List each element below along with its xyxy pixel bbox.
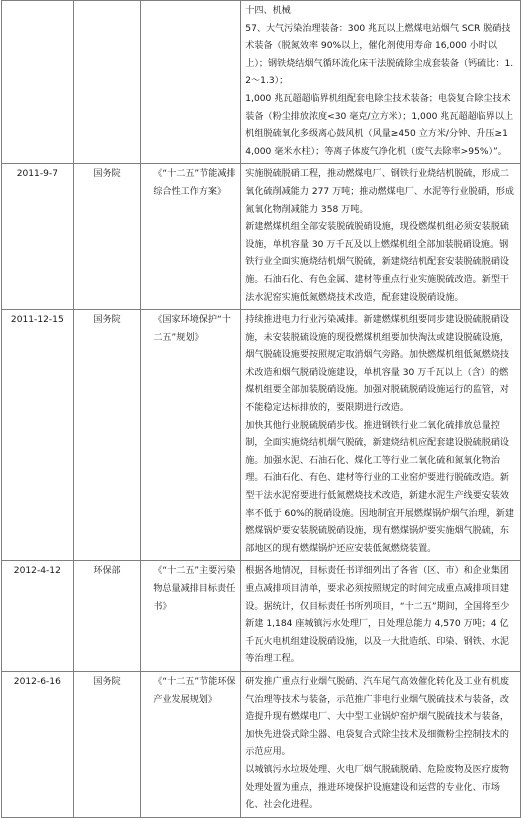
content-cell [241, 310, 521, 561]
department-cell: 国务院 [73, 164, 141, 310]
content-paragraph: 以城镇污水垃圾处理、火电厂烟气脱硫脱硝、危险废物及医疗废物处理处置为重点，推进环境保护设施建设和运营的专业化、市场化、社会化进程。 [245, 764, 510, 811]
date-cell [2, 1, 74, 164]
department-cell: 国务院 [73, 671, 141, 817]
content-cell [241, 561, 521, 672]
content-paragraph: 研发推广重点行业烟气脱硝、汽车尾气高效催化转化及工业有机废气治理等技术与装备，示范推广非电行业烟气脱硫技术与装备，改造提升现有燃煤电厂、大中型工业锅炉窑炉烟气脱硫技术与装备，加快先进袋式除尘器、电袋复合式除尘技术及细微粉尘控制技术的示范应用。 [245, 676, 510, 758]
policy-table [1, 0, 521, 818]
content-paragraph: 持续推进电力行业污染减排。新建燃煤机组要同步建设脱硫脱硝设施，未安装脱硫设施的现役燃煤机组要加快淘汰或建设脱硫设施，烟气脱硫设施要按照规定取消烟气旁路。加快燃煤机组低氮燃烧技术改造和烟气脱硝设施建设，单机容量 30 万千瓦以上（含）的燃煤机组要全部加装脱硝设施。加强对脱硫脱硝设施运行的监管，对不能稳定达标排放的，要限期进行改造。 [245, 315, 510, 414]
content-paragraph: 新建燃煤机组全部安装脱硫脱硝设施，现役燃煤机组必须安装脱硫设施，单机容量 30 万千瓦及以上燃煤机组全部加装脱硝设施。钢铁行业全面实施烧结机烟气脱硫，新建烧结机配套安装脱硫脱硝设施。石油石化、有色金属、建材等重点行业实施脱硫改造。新型干法水泥窑实施低氮燃烧技术改造，配套建设脱硝设施。 [245, 222, 510, 303]
department-cell: 环保部 [73, 561, 141, 672]
policy-name-cell: 《“十二五”主要污染物总量减排目标责任书》 [141, 561, 241, 672]
table-row [2, 1, 521, 164]
table-row [2, 310, 521, 561]
department-cell: 国务院 [73, 310, 141, 561]
date-cell: 2012-6-16 [2, 671, 74, 817]
content-paragraph: 十四、机械 [245, 6, 291, 16]
content-paragraph: 57、大气污染治理装备：300 兆瓦以上燃煤电站烟气 SCR 脱硝技术装备（脱氮效率 90%以上，催化剂使用寿命 16,000 小时以上）；钢铁烧结烟气循环流化床干法脱硫除尘成套装备（钙硫比：1.2～1.3）； [245, 23, 514, 87]
content-paragraph: 实施脱硫脱硝工程，推动燃煤电厂、钢铁行业烧结机脱硫，形成二氧化硫削减能力 277 万吨；推动燃煤电厂、水泥等行业脱硝，形成氮氧化物削减能力 358 万吨。 [245, 169, 514, 215]
policy-name-cell: 《“十二五”节能环保产业发展规划》 [141, 671, 241, 817]
date-cell: 2011-9-7 [2, 164, 74, 310]
policy-table-body [2, 1, 521, 818]
table-row [2, 671, 521, 817]
content-cell [241, 164, 521, 310]
content-paragraph: 加快其他行业脱硫脱硝步伐。推进钢铁行业二氧化硫排放总量控制，全面实施烧结机烟气脱硫，新建烧结机应配套建设脱硫脱硝设施。加强水泥、石油石化、煤化工等行业二氧化硫和氮氧化物治理。石油石化、有色、建材等行业的工业窑炉要进行脱硫改造。新型干法水泥窑要进行低氮燃烧技术改造，新建水泥生产线要安装效率不低于 60%的脱硝设施。因地制宜开展燃煤锅炉烟气治理，新建燃煤锅炉要安装脱硫脱硝设施，现有燃煤锅炉要实施烟气脱硫，东部地区的现有燃煤锅炉还应安装低氮燃烧装置。 [245, 420, 514, 554]
content-cell [241, 1, 521, 164]
content-paragraph: 根据各地情况，目标责任书详细列出了各省（区、市）和企业集团重点减排项目清单，要求必须按照规定的时间完成重点减排项目建设。据统计，仅目标责任书所列项目，“十二五”期间，全国将至少新建 1,184 座城镇污水处理厂，日处理总能力 4,570 万吨；4 亿千瓦火电机组建设脱硝设施，以及一大批造纸、印染、钢铁、水泥等治理工程。 [245, 566, 510, 665]
department-cell [73, 1, 141, 164]
date-cell: 2011-12-15 [2, 310, 74, 561]
table-row [2, 164, 521, 310]
table-row [2, 561, 521, 672]
policy-name-cell: 《“十二五”节能减排综合性工作方案》 [141, 164, 241, 310]
policy-name-cell: 《国家环境保护“十二五”规划》 [141, 310, 241, 561]
date-cell: 2012-4-12 [2, 561, 74, 672]
content-cell [241, 671, 521, 817]
content-paragraph: 1,000 兆瓦超超临界机组配套电除尘技术装备；电袋复合除尘技术装备（粉尘排放浓度<30 毫克/立方米）；1,000 兆瓦超超临界以上机组脱硫氧化多级离心鼓风机（风量≥450 立方米/分钟、升压≥14,000 毫米水柱）；等离子体废气净化机（废气去除率>95%）”。 [245, 93, 514, 157]
policy-name-cell [141, 1, 241, 164]
